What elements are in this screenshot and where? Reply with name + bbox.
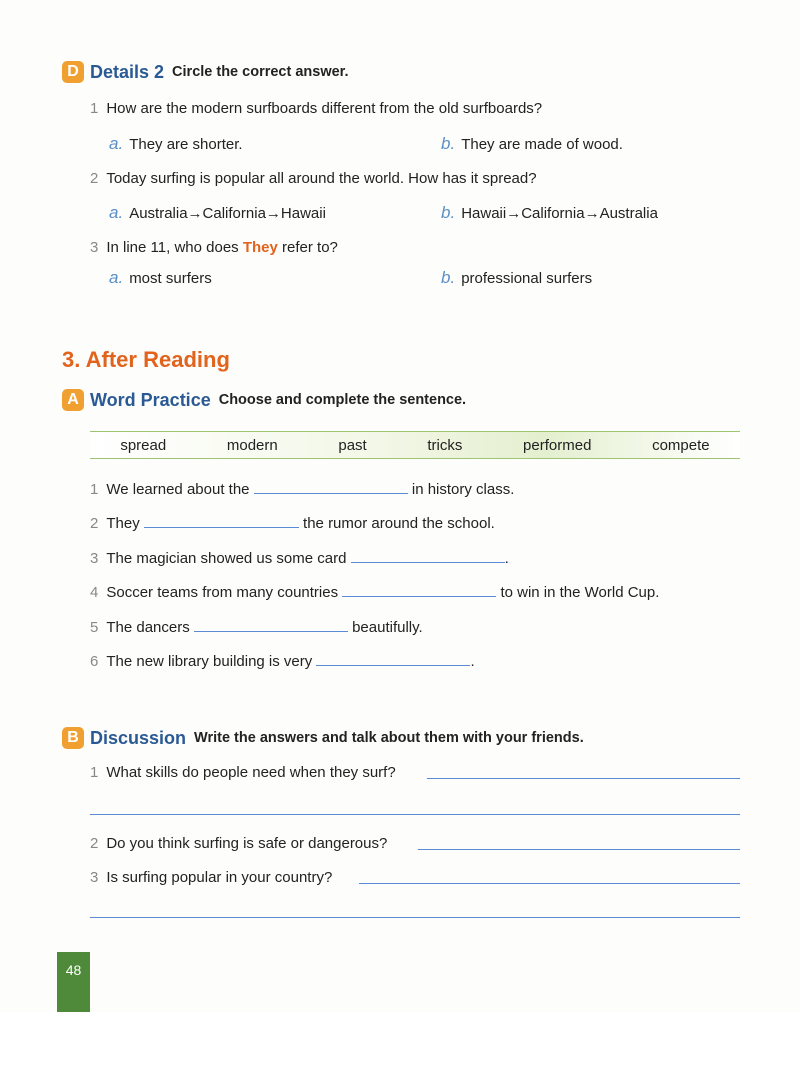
word-practice-sentence-5 — [90, 617, 423, 638]
sentence-number: 1 — [90, 481, 99, 498]
word-practice-title: Word Practice — [90, 389, 211, 410]
details2-q1-option-b[interactable] — [441, 134, 623, 155]
question-number: 1 — [90, 764, 99, 781]
word-practice-sentence-6 — [90, 651, 475, 672]
answer-line[interactable] — [427, 778, 740, 779]
word-practice-sentence-2 — [90, 513, 495, 534]
question-number: 2 — [90, 170, 99, 187]
answer-blank[interactable] — [351, 548, 505, 563]
discussion-question-2 — [90, 834, 387, 854]
sentence-text: beautifully. — [352, 619, 423, 636]
sentence-number: 5 — [90, 619, 99, 636]
question-text: Do you think surfing is safe or dangerous? — [106, 835, 388, 852]
word-bank-item: performed — [523, 436, 592, 454]
answer-line[interactable] — [90, 917, 740, 918]
word-bank-item: compete — [652, 436, 710, 454]
option-text: professional surfers — [461, 270, 593, 287]
highlighted-word: They — [242, 239, 278, 256]
details2-q3-option-b[interactable] — [441, 268, 592, 289]
details2-q1-option-a[interactable] — [109, 134, 243, 155]
details2-q2-option-a[interactable] — [109, 203, 326, 224]
discussion-instruction: Write the answers and talk about them with your friends. — [194, 730, 584, 746]
sentence-text: to win in the World Cup. — [500, 584, 660, 601]
option-text: They are made of wood. — [461, 136, 623, 153]
sentence-text: . — [504, 550, 509, 567]
question-number: 3 — [90, 869, 99, 886]
sentence-text: We learned about the — [106, 481, 250, 498]
question-text: Is surfing popular in your country? — [106, 869, 333, 886]
details2-instruction: Circle the correct answer. — [172, 64, 349, 80]
sentence-text: The magician showed us some card — [106, 550, 347, 567]
details2-title: Details 2 — [90, 61, 165, 82]
details2-q2-option-b[interactable] — [441, 203, 658, 224]
question-number: 2 — [90, 835, 99, 852]
answer-line[interactable] — [90, 814, 740, 815]
sentence-text: They — [106, 515, 140, 532]
sentence-number: 6 — [90, 653, 99, 670]
section-badge-d: D — [62, 61, 84, 83]
answer-line[interactable] — [418, 849, 740, 850]
question-text: What skills do people need when they surf? — [106, 764, 396, 781]
details2-header — [62, 61, 349, 83]
answer-blank[interactable] — [194, 617, 348, 632]
details2-question-3 — [90, 238, 338, 258]
sentence-text: The dancers — [106, 619, 190, 636]
option-letter: a. — [109, 268, 124, 287]
question-text: How are the modern surfboards different from the old surfboards? — [106, 100, 543, 117]
details2-question-1 — [90, 99, 542, 119]
section-badge-a: A — [62, 389, 84, 411]
option-letter: b. — [441, 134, 456, 153]
word-practice-sentence-4 — [90, 582, 659, 603]
word-bank-item: spread — [120, 436, 167, 454]
question-text: In line 11, who does — [106, 239, 239, 256]
section-badge-b: B — [62, 727, 84, 749]
option-letter: a. — [109, 134, 124, 153]
answer-blank[interactable] — [342, 582, 496, 597]
sentence-text: in history class. — [411, 481, 515, 498]
option-text: They are shorter. — [129, 136, 243, 153]
option-text: Hawaii→California→Australia — [461, 205, 658, 222]
option-text: most surfers — [129, 270, 212, 287]
word-practice-sentence-3 — [90, 548, 509, 569]
answer-line[interactable] — [359, 883, 740, 884]
sentence-number: 4 — [90, 584, 99, 601]
option-letter: b. — [441, 268, 456, 287]
question-text: refer to? — [282, 239, 338, 256]
discussion-question-3 — [90, 868, 332, 888]
sentence-text: . — [470, 653, 475, 670]
word-bank-item: past — [338, 436, 367, 454]
page-bottom-margin — [0, 1012, 800, 1084]
discussion-header — [62, 727, 584, 749]
sentence-number: 2 — [90, 515, 99, 532]
word-bank-item: tricks — [427, 436, 463, 454]
word-bank-item: modern — [226, 436, 278, 454]
details2-q3-option-a[interactable] — [109, 268, 212, 289]
answer-blank[interactable] — [316, 651, 470, 666]
answer-blank[interactable] — [144, 513, 299, 528]
question-number: 1 — [90, 100, 99, 117]
question-text: Today surfing is popular all around the world. How has it spread? — [106, 170, 537, 187]
word-practice-header — [62, 389, 466, 411]
page-number: 48 — [57, 952, 90, 1014]
details2-question-2 — [90, 169, 537, 189]
sentence-number: 3 — [90, 550, 99, 567]
sentence-text: the rumor around the school. — [303, 515, 495, 532]
option-text: Australia→California→Hawaii — [129, 205, 326, 222]
sentence-text: The new library building is very — [106, 653, 313, 670]
question-number: 3 — [90, 239, 99, 256]
discussion-question-1 — [90, 763, 396, 783]
word-practice-instruction: Choose and complete the sentence. — [218, 392, 467, 408]
discussion-title: Discussion — [90, 727, 187, 748]
option-letter: b. — [441, 203, 456, 222]
word-bank — [90, 431, 740, 459]
option-letter: a. — [109, 203, 124, 222]
sentence-text: Soccer teams from many countries — [106, 584, 339, 601]
answer-blank[interactable] — [254, 479, 408, 494]
after-reading-title: 3. After Reading — [62, 347, 230, 372]
word-practice-sentence-1 — [90, 479, 514, 500]
